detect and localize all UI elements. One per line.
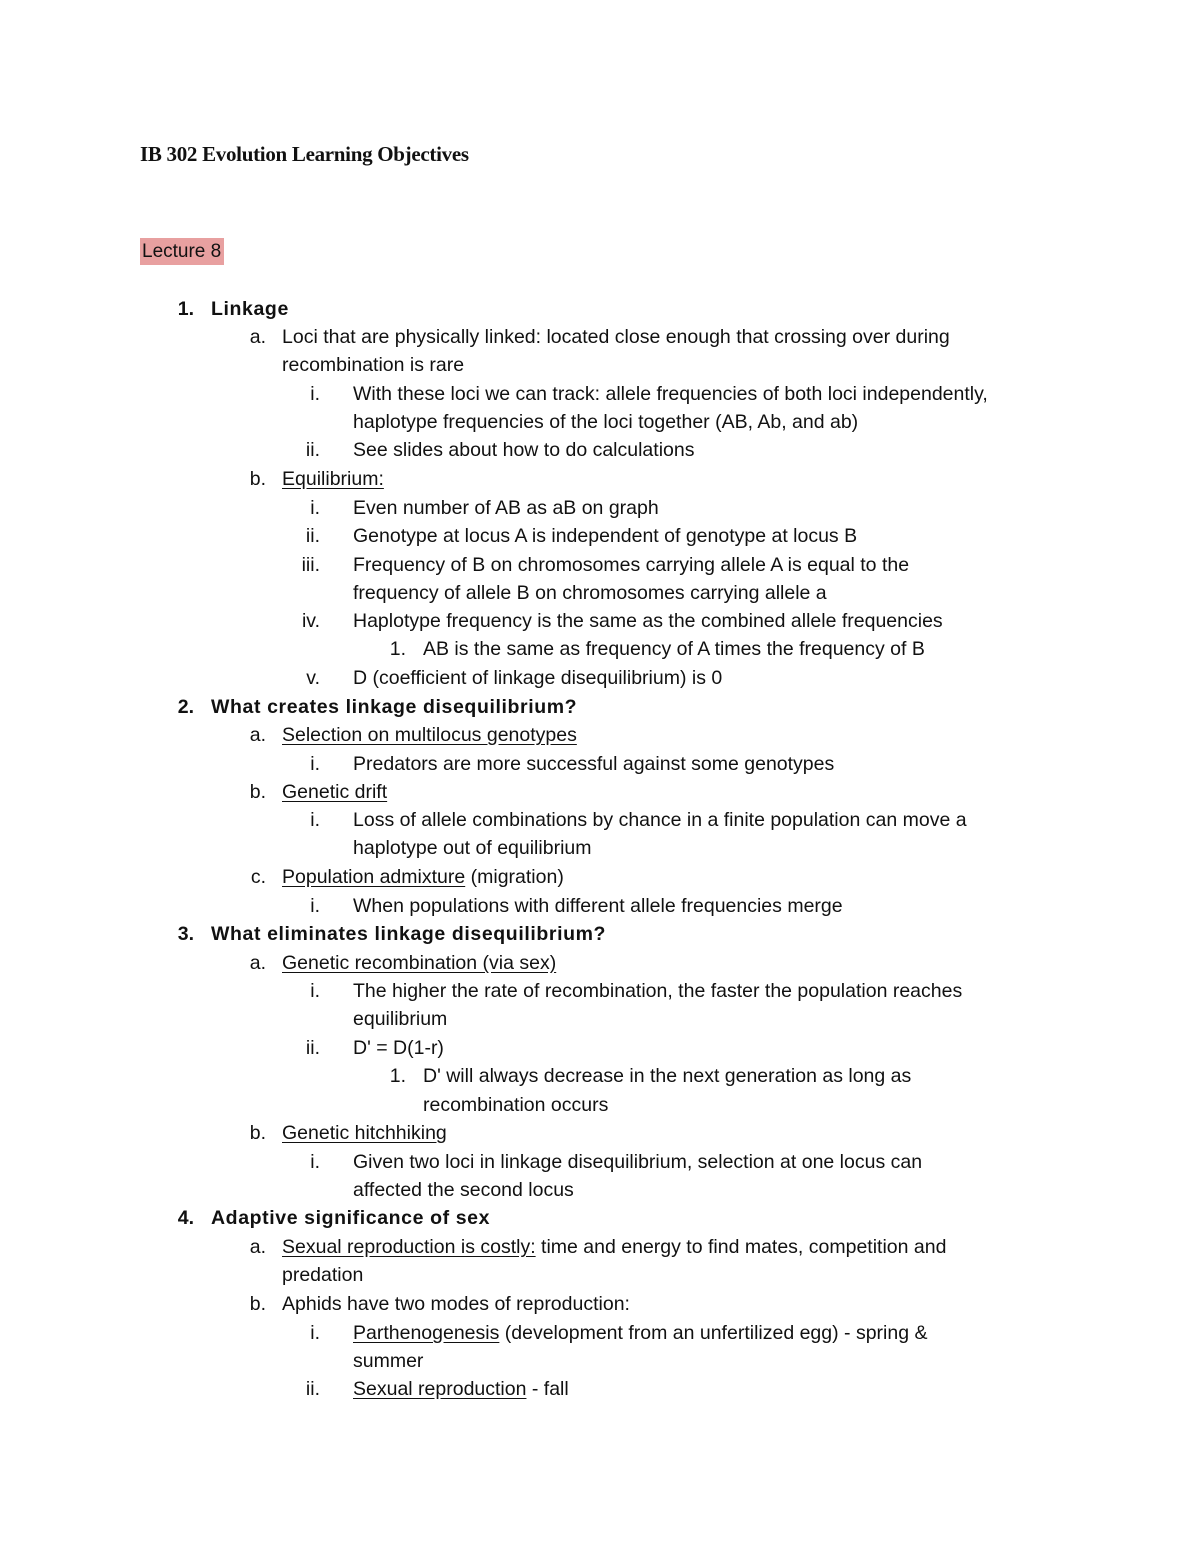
- underlined-term: Genetic hitchhiking: [282, 1122, 447, 1144]
- list-item-text: [282, 1119, 447, 1147]
- section-heading-creates-ld: What creates linkage disequilibrium?: [211, 696, 578, 718]
- list-item-text: D' will always decrease in the next generation as long as: [423, 1065, 912, 1087]
- list-item-text: Loss of allele combinations by chance in a finite population can move a: [353, 809, 967, 831]
- list-marker: i.: [310, 980, 320, 1002]
- list-marker: a.: [249, 326, 266, 348]
- list-marker: 1.: [389, 1065, 406, 1087]
- list-item-text: haplotype frequencies of the loci together (AB, Ab, and ab): [353, 411, 859, 433]
- list-marker: 1.: [177, 298, 194, 320]
- list-marker: 3.: [177, 923, 194, 945]
- list-item-text: [282, 863, 564, 891]
- list-item-text: D' = D(1-r): [353, 1037, 444, 1059]
- list-marker: b.: [249, 468, 266, 490]
- list-item-text: When populations with different allele frequencies merge: [353, 895, 843, 917]
- list-item-text: AB is the same as frequency of A times the frequency of B: [423, 638, 925, 660]
- list-item-text: summer: [353, 1350, 424, 1372]
- list-marker: a.: [249, 952, 266, 974]
- list-marker: v.: [306, 667, 320, 689]
- list-marker: a.: [249, 1236, 266, 1258]
- list-marker: i.: [310, 895, 320, 917]
- list-item-text: affected the second locus: [353, 1179, 574, 1201]
- list-item-text: recombination is rare: [282, 354, 465, 376]
- list-item-text: Aphids have two modes of reproduction:: [282, 1293, 630, 1315]
- underlined-term: Selection on multilocus genotypes: [282, 724, 577, 746]
- list-marker: ii.: [305, 525, 320, 547]
- underlined-term: Sexual reproduction is costly:: [282, 1236, 536, 1258]
- list-item-text: Loci that are physically linked: located close enough that crossing over during: [282, 326, 950, 348]
- list-item-text: Given two loci in linkage disequilibrium, selection at one locus can: [353, 1151, 923, 1173]
- list-marker: ii.: [305, 1378, 320, 1400]
- list-marker: i.: [310, 383, 320, 405]
- list-item-text: predation: [282, 1264, 364, 1286]
- list-marker: i.: [310, 1151, 320, 1173]
- underlined-term: Equilibrium:: [282, 468, 384, 490]
- list-item-text: [353, 1319, 927, 1347]
- list-marker: c.: [250, 866, 266, 888]
- list-item-text: Predators are more successful against some genotypes: [353, 753, 835, 775]
- list-item-text: frequency of allele B on chromosomes carrying allele a: [353, 582, 827, 604]
- list-item-text: The higher the rate of recombination, the faster the population reaches: [353, 980, 963, 1002]
- list-item-text: See slides about how to do calculations: [353, 439, 695, 461]
- list-item-text: Even number of AB as aB on graph: [353, 497, 659, 519]
- section-heading-eliminates-ld: What eliminates linkage disequilibrium?: [211, 923, 607, 945]
- term-suffix: - fall: [526, 1378, 569, 1400]
- list-marker: i.: [310, 753, 320, 775]
- term-suffix: (development from an unfertilized egg) - spring &: [499, 1322, 928, 1344]
- list-item-text: [353, 1375, 569, 1403]
- underlined-term: Genetic recombination (via sex): [282, 952, 557, 974]
- underlined-term: Genetic drift: [282, 781, 388, 803]
- list-marker: i.: [310, 1322, 320, 1344]
- list-marker: i.: [310, 809, 320, 831]
- list-marker: 4.: [177, 1207, 194, 1229]
- list-item-text: [282, 949, 556, 977]
- list-item-text: Haplotype frequency is the same as the combined allele frequencies: [353, 610, 943, 632]
- term-suffix: (migration): [465, 866, 564, 888]
- list-marker: a.: [249, 724, 266, 746]
- list-item-text: recombination occurs: [423, 1094, 609, 1116]
- list-marker: b.: [249, 1293, 266, 1315]
- list-item-text: D (coefficient of linkage disequilibrium) is 0: [353, 667, 723, 689]
- list-marker: 1.: [389, 638, 406, 660]
- list-marker: ii.: [305, 439, 320, 461]
- list-item-text: Frequency of B on chromosomes carrying allele A is equal to the: [353, 554, 910, 576]
- list-marker: iv.: [301, 610, 320, 632]
- list-marker: b.: [249, 781, 266, 803]
- list-item-text: Genotype at locus A is independent of genotype at locus B: [353, 525, 858, 547]
- section-heading-linkage: Linkage: [211, 298, 289, 320]
- list-item-text: [282, 1233, 946, 1261]
- list-item-text: equilibrium: [353, 1008, 448, 1030]
- underlined-term: Parthenogenesis: [353, 1322, 500, 1344]
- list-marker: i.: [310, 497, 320, 519]
- document-title: IB 302 Evolution Learning Objectives: [140, 142, 469, 166]
- list-item-text: With these loci we can track: allele frequencies of both loci independently,: [353, 383, 988, 405]
- list-marker: 2.: [177, 696, 194, 718]
- lecture-label: Lecture 8: [140, 238, 224, 265]
- list-item-text: [282, 465, 384, 493]
- list-item-text: [282, 721, 577, 749]
- section-heading-adaptive-sex: Adaptive significance of sex: [211, 1207, 491, 1229]
- list-item-text: [282, 778, 387, 806]
- list-marker: ii.: [305, 1037, 320, 1059]
- underlined-term: Sexual reproduction: [353, 1378, 527, 1400]
- list-marker: b.: [249, 1122, 266, 1144]
- term-suffix: time and energy to find mates, competition and: [535, 1236, 947, 1258]
- underlined-term: Population admixture: [282, 866, 466, 888]
- list-marker: iii.: [301, 554, 320, 576]
- list-item-text: haplotype out of equilibrium: [353, 837, 592, 859]
